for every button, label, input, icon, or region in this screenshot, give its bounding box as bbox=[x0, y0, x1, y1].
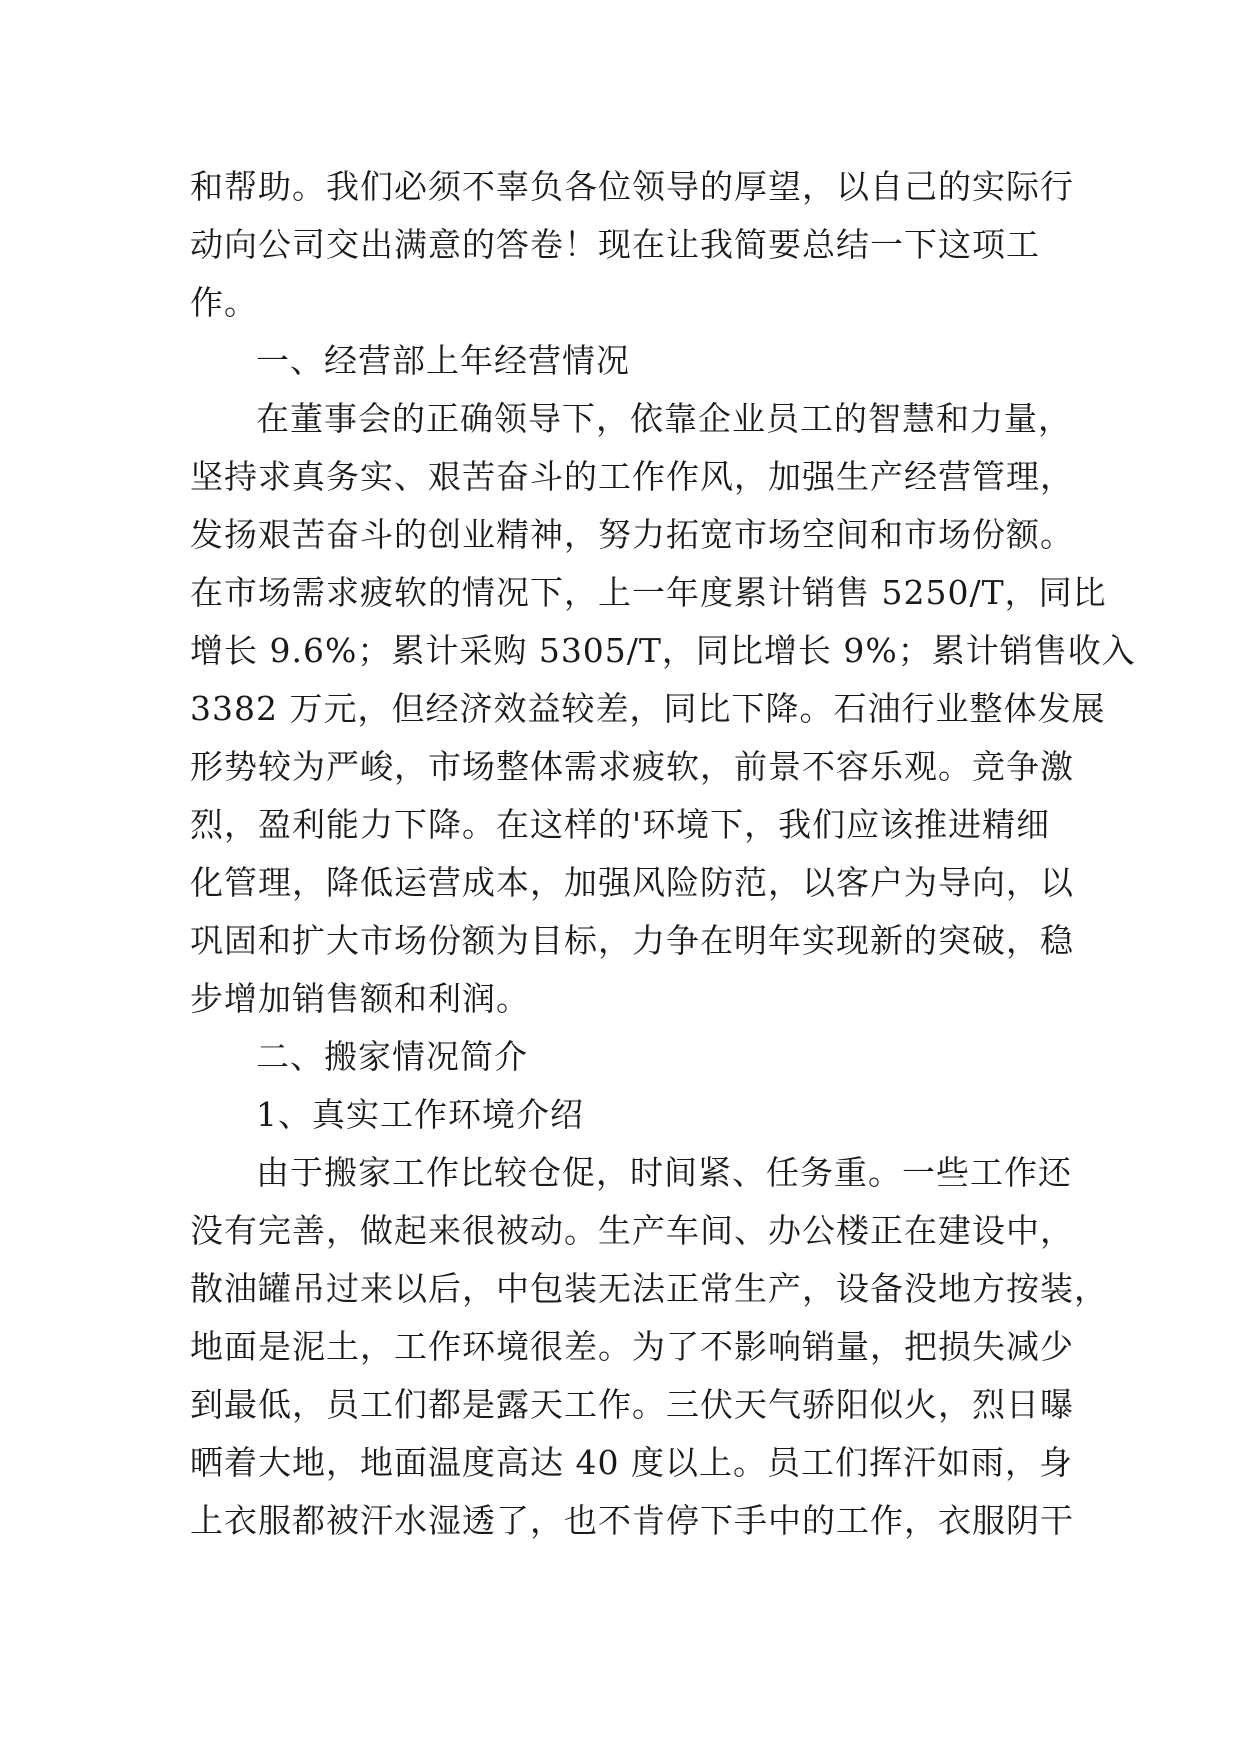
text-line: 化管理，降低运营成本，加强风险防范，以客户为导向，以 bbox=[190, 863, 1074, 902]
text-line: 散油罐吊过来以后，中包装无法正常生产，设备没地方按装， bbox=[190, 1269, 1108, 1308]
text-line: 地面是泥土，工作环境很差。为了不影响销量，把损失减少 bbox=[190, 1327, 1074, 1366]
text-line: 步增加销售额和利润。 bbox=[190, 979, 530, 1018]
paragraph-start: 在董事会的正确领导下，依靠企业员工的智慧和力量， bbox=[256, 399, 1072, 438]
text-line: 动向公司交出满意的答卷！现在让我简要总结一下这项工 bbox=[190, 225, 1040, 264]
text-line: 增长 9.6%；累计采购 5305/T，同比增长 9%；累计销售收入 bbox=[190, 631, 1136, 670]
text-line: 3382 万元，但经济效益较差，同比下降。石油行业整体发展 bbox=[190, 689, 1106, 728]
section-heading: 一、经营部上年经营情况 bbox=[256, 341, 630, 380]
text-line: 到最低，员工们都是露天工作。三伏天气骄阳似火，烈日曝 bbox=[190, 1385, 1074, 1424]
text-line: 发扬艰苦奋斗的创业精神，努力拓宽市场空间和市场份额。 bbox=[190, 515, 1074, 554]
text-line: 作。 bbox=[190, 283, 258, 322]
text-line: 烈，盈利能力下降。在这样的'环境下，我们应该推进精细 bbox=[190, 805, 1051, 844]
text-line: 坚持求真务实、艰苦奋斗的工作作风，加强生产经营管理， bbox=[190, 457, 1074, 496]
text-line: 上衣服都被汗水湿透了，也不肯停下手中的工作，衣服阴干 bbox=[190, 1501, 1074, 1540]
text-line: 形势较为严峻，市场整体需求疲软，前景不容乐观。竞争激 bbox=[190, 747, 1074, 786]
text-line: 没有完善，做起来很被动。生产车间、办公楼正在建设中， bbox=[190, 1211, 1074, 1250]
paragraph-start: 由于搬家工作比较仓促，时间紧、任务重。一些工作还 bbox=[256, 1153, 1072, 1192]
text-line: 晒着大地，地面温度高达 40 度以上。员工们挥汗如雨，身 bbox=[190, 1443, 1073, 1482]
text-line: 巩固和扩大市场份额为目标，力争在明年实现新的突破，稳 bbox=[190, 921, 1074, 960]
subsection-heading: 1、真实工作环境介绍 bbox=[256, 1095, 584, 1134]
text-line: 在市场需求疲软的情况下，上一年度累计销售 5250/T，同比 bbox=[190, 573, 1107, 612]
text-line: 和帮助。我们必须不辜负各位领导的厚望，以自己的实际行 bbox=[190, 167, 1074, 206]
section-heading: 二、搬家情况简介 bbox=[256, 1037, 528, 1076]
document-body bbox=[190, 158, 1136, 1550]
